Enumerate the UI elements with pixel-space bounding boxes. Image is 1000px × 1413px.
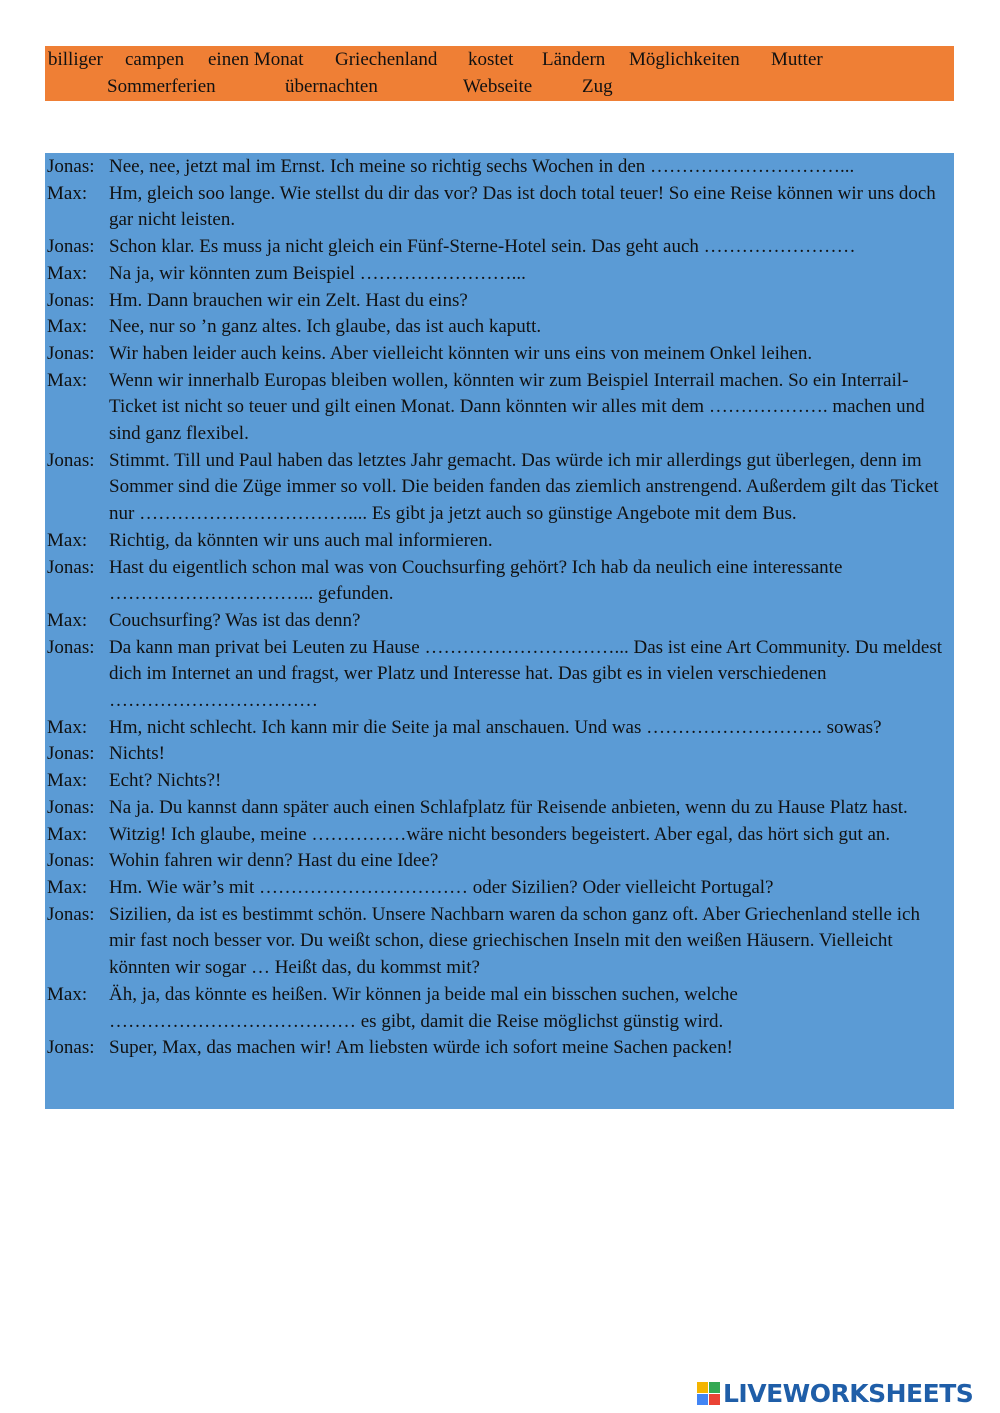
- dialogue-line: [45, 875, 954, 902]
- line-text: Wir haben leider auch keins. Aber vielleicht könnten wir uns eins von meinem Onkel leihen.: [109, 342, 813, 364]
- dialogue-line: [45, 555, 954, 608]
- dialogue-line: [45, 1035, 954, 1062]
- word-bank-item: Zug: [582, 76, 613, 97]
- dialogue-line: [45, 528, 954, 555]
- line-text: Hast du eigentlich schon mal was von Couchsurfing gehört? Ich hab da neulich eine interessante …………………………... gefunden.: [109, 556, 843, 605]
- dialogue-line: [45, 288, 954, 315]
- dialogue-line: [45, 741, 954, 768]
- dialogue-line: [45, 261, 954, 288]
- word-bank-item: billiger: [48, 49, 103, 70]
- dialogue-line: [45, 234, 954, 261]
- word-bank-item: einen Monat: [208, 49, 304, 70]
- line-text: Nichts!: [109, 743, 165, 765]
- line-text: Na ja. Du kannst dann später auch einen Schlafplatz für Reisende anbieten, wenn du zu Hause Platz hast.: [109, 796, 908, 818]
- line-text: Sizilien, da ist es bestimmt schön. Unsere Nachbarn waren da schon ganz oft. Aber Griechenland stelle ich mir fast noch besser vor. Du weißt schon, diese griechischen Inseln mit den weißen Häusern. Vielleicht könnten wir sogar … Heißt das, du kommst mit?: [109, 903, 920, 979]
- dialogue-box: [45, 153, 954, 1109]
- dialogue-line: [45, 181, 954, 234]
- line-text: Nee, nee, jetzt mal im Ernst. Ich meine so richtig sechs Wochen in den …………………………...: [109, 156, 855, 177]
- line-text: Hm, gleich soo lange. Wie stellst du dir das vor? Das ist doch total teuer! So eine Reise können wir uns doch gar nicht leisten.: [109, 182, 936, 231]
- speaker-label: Max:: [47, 876, 88, 898]
- line-text: Witzig! Ich glaube, meine ……………wäre nicht besonders begeistert. Aber egal, das hört sich gut an.: [109, 823, 891, 845]
- line-text: Echt? Nichts?!: [109, 770, 222, 792]
- word-bank-item: Griechenland: [335, 49, 438, 70]
- speaker-label: Max:: [47, 983, 88, 1005]
- speaker-label: Max:: [47, 716, 88, 738]
- word-bank-item: Ländern: [542, 49, 606, 70]
- dialogue-line: [45, 715, 954, 742]
- speaker-label: Jonas:: [47, 636, 95, 658]
- speaker-label: Max:: [47, 369, 88, 391]
- word-bank: [45, 46, 954, 101]
- line-text: Super, Max, das machen wir! Am liebsten würde ich sofort meine Sachen packen!: [109, 1037, 733, 1059]
- word-bank-item: Webseite: [463, 76, 533, 97]
- speaker-label: Jonas:: [47, 156, 95, 177]
- dialogue-line: [45, 635, 954, 715]
- speaker-label: Max:: [47, 529, 88, 551]
- dialogue-line: [45, 368, 954, 448]
- liveworksheets-logo: [697, 1378, 973, 1408]
- logo-text: LIVEWORKSHEETS: [723, 1378, 974, 1408]
- dialogue-line: [45, 768, 954, 795]
- speaker-label: Jonas:: [47, 556, 95, 578]
- dialogue-line: [45, 982, 954, 1035]
- speaker-label: Jonas:: [47, 1037, 95, 1059]
- speaker-label: Max:: [47, 609, 88, 631]
- line-text: Wohin fahren wir denn? Hast du eine Idee?: [109, 850, 439, 872]
- speaker-label: Jonas:: [47, 850, 95, 872]
- logo-mark-icon: [697, 1382, 720, 1405]
- dialogue-line: [45, 822, 954, 849]
- line-text: Hm. Dann brauchen wir ein Zelt. Hast du eins?: [109, 289, 468, 311]
- line-text: Hm. Wie wär’s mit …………………………… oder Sizilien? Oder vielleicht Portugal?: [109, 876, 774, 898]
- line-text: Couchsurfing? Was ist das denn?: [109, 609, 361, 631]
- speaker-label: Jonas:: [47, 903, 95, 925]
- word-bank-item: übernachten: [285, 76, 378, 97]
- line-text: Hm, nicht schlecht. Ich kann mir die Seite ja mal anschauen. Und was ………………………. sowas?: [109, 716, 882, 738]
- line-text: Da kann man privat bei Leuten zu Hause …………………………... Das ist eine Art Community. Du meldest dich im Internet an und fragst, wer Platz und Interesse hat. Das gibt es in vielen verschiedenen ……………………………: [109, 636, 943, 712]
- word-bank-item: Möglichkeiten: [629, 49, 740, 70]
- word-bank-item: Sommerferien: [107, 76, 216, 97]
- dialogue-line: [45, 608, 954, 635]
- speaker-label: Max:: [47, 316, 88, 338]
- dialogue-line: [45, 314, 954, 341]
- speaker-label: Max:: [47, 262, 88, 284]
- speaker-label: Jonas:: [47, 342, 95, 364]
- line-text: Äh, ja, das könnte es heißen. Wir können ja beide mal ein bisschen suchen, welche ………………………………… es gibt, damit die Reise möglichst günstig wird.: [109, 983, 738, 1032]
- dialogue-line: [45, 795, 954, 822]
- word-bank-item: campen: [125, 49, 185, 70]
- speaker-label: Max:: [47, 823, 88, 845]
- dialogue-line: [45, 448, 954, 528]
- word-bank-item: Mutter: [771, 49, 823, 70]
- line-text: Wenn wir innerhalb Europas bleiben wollen, könnten wir zum Beispiel Interrail machen. So ein Interrail-Ticket ist nicht so teuer und gilt einen Monat. Dann könnten wir alles mit dem ………………. machen und sind ganz flexibel.: [109, 369, 925, 445]
- line-text: Na ja, wir könnten zum Beispiel ……………………...: [109, 262, 526, 284]
- speaker-label: Max:: [47, 770, 88, 792]
- line-text: Schon klar. Es muss ja nicht gleich ein Fünf-Sterne-Hotel sein. Das geht auch ……………………: [109, 236, 856, 258]
- dialogue-line: [45, 341, 954, 368]
- speaker-label: Jonas:: [47, 743, 95, 765]
- speaker-label: Jonas:: [47, 796, 95, 818]
- line-text: Stimmt. Till und Paul haben das letztes Jahr gemacht. Das würde ich mir allerdings gut überlegen, denn im Sommer sind die Züge immer so voll. Die beiden fanden das ziemlich anstrengend. Außerdem gilt das Ticket nur …………………………….... Es gibt ja jetzt auch so günstige Angebote mit dem Bus.: [109, 449, 939, 525]
- line-text: Richtig, da könnten wir uns auch mal informieren.: [109, 529, 493, 551]
- speaker-label: Jonas:: [47, 289, 95, 311]
- dialogue-line: [45, 154, 954, 181]
- line-text: Nee, nur so ’n ganz altes. Ich glaube, das ist auch kaputt.: [109, 316, 542, 338]
- dialogue-line: [45, 848, 954, 875]
- speaker-label: Max:: [47, 182, 88, 204]
- word-bank-item: kostet: [468, 49, 514, 70]
- dialogue-line: [45, 902, 954, 982]
- speaker-label: Jonas:: [47, 236, 95, 258]
- speaker-label: Jonas:: [47, 449, 95, 471]
